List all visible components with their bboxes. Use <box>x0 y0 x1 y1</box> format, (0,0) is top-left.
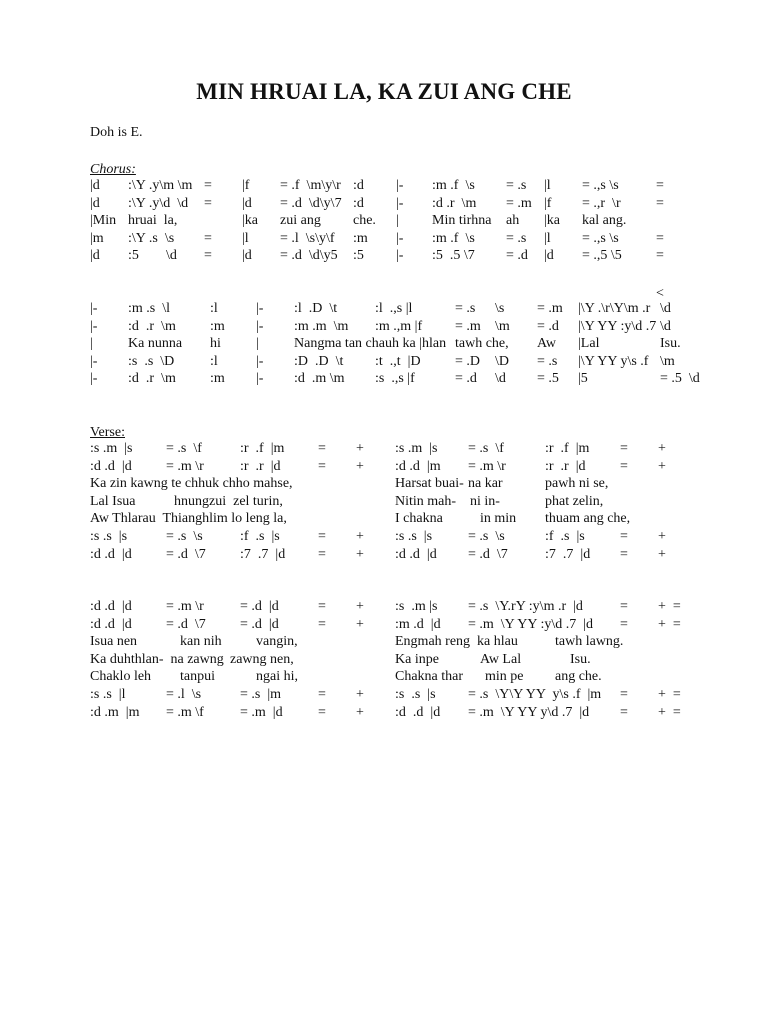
notation-cell: = <box>620 616 628 632</box>
notation-cell: = .,r \r <box>582 195 621 211</box>
song-title: MIN HRUAI LA, KA ZUI ANG CHE <box>196 79 572 104</box>
notation-cell: tawh che, <box>455 336 509 352</box>
notation-cell: |- <box>90 318 98 334</box>
notation-cell: |d <box>90 248 100 264</box>
notation-cell: + = <box>658 616 681 632</box>
notation-row <box>0 247 768 265</box>
notation-cell: = <box>656 248 664 264</box>
notation-cell: = .d \7 <box>468 546 508 562</box>
notation-cell: + <box>658 441 666 456</box>
notation-cell: |- <box>396 195 404 211</box>
notation-cell: |\Y YY y\s .f <box>578 353 649 369</box>
notation-cell: |- <box>256 353 264 369</box>
notation-cell: = .m \r <box>166 599 204 614</box>
notation-cell: :s .s |s <box>395 686 436 702</box>
notation-cell: I chakna <box>395 511 443 527</box>
notation-cell: = .f \m\y\r <box>280 178 341 193</box>
notation-cell: |\Y .\r\Y\m .r <box>578 301 651 316</box>
notation-cell: + <box>658 458 666 474</box>
notation-cell: = .m <box>455 318 481 334</box>
chorus-block-1 <box>0 177 768 265</box>
notation-cell: |- <box>396 178 404 193</box>
notation-cell: :l .D \t <box>294 301 338 316</box>
notation-cell: :7 .7 |d <box>545 546 591 562</box>
notation-cell: tanpui <box>180 669 215 685</box>
notation-cell: |- <box>90 371 98 387</box>
notation-cell: :7 .7 |d <box>240 546 286 562</box>
notation-cell: |- <box>256 318 264 334</box>
notation-cell: che. <box>353 213 376 229</box>
notation-cell: = <box>204 195 212 211</box>
notation-cell: = .d <box>537 318 559 334</box>
notation-cell: = <box>318 458 326 474</box>
notation-cell: |Lal <box>578 336 600 352</box>
notation-cell: Ka nunna <box>128 336 183 352</box>
notation-cell: :d .d |d <box>395 546 437 562</box>
notation-cell: :r .f |m <box>545 441 590 456</box>
notation-row <box>0 458 768 476</box>
marker-symbol: < <box>656 286 664 301</box>
notation-cell: :l .,s |l <box>375 301 413 316</box>
notation-cell: ni in- <box>470 493 500 509</box>
notation-cell: min pe <box>485 669 524 685</box>
notation-cell: Aw Thlarau Thianghlim lo leng la, <box>90 511 287 527</box>
notation-cell: = .m |d <box>240 704 283 720</box>
notation-cell: ang che. <box>555 669 602 685</box>
notation-cell: Harsat buai- <box>395 476 464 492</box>
notation-cell: = <box>204 230 212 246</box>
notation-cell: pawh ni se, <box>545 476 609 492</box>
notation-cell: :5 <box>128 248 139 264</box>
notation-cell: kan nih <box>180 634 222 650</box>
notation-cell: \m <box>495 318 510 334</box>
notation-cell: Chaklo leh <box>90 669 152 685</box>
notation-cell: Isua nen <box>90 634 138 650</box>
notation-cell: + <box>356 458 364 474</box>
notation-cell: |l <box>242 230 249 246</box>
notation-row <box>0 230 768 248</box>
notation-cell: Min tirhna <box>432 213 492 229</box>
notation-cell: :d .r \m <box>432 195 477 211</box>
notation-cell: Chakna thar <box>395 669 464 685</box>
notation-cell: = <box>620 704 628 720</box>
notation-cell: = .5 <box>537 371 559 387</box>
notation-cell: :s .s |s <box>395 528 433 544</box>
notation-cell: \d <box>495 371 506 387</box>
notation-cell: zawng nen, <box>230 651 294 667</box>
verse-block-1 <box>0 440 768 563</box>
notation-row <box>0 300 768 318</box>
notation-cell: phat zelin, <box>545 493 604 509</box>
notation-cell: :D .D \t <box>294 353 344 369</box>
notation-cell: + <box>658 528 666 544</box>
notation-cell: :\Y .y\m \m <box>128 178 193 193</box>
notation-cell: |- <box>256 371 264 387</box>
notation-row <box>0 546 768 564</box>
notation-cell: = <box>620 546 628 562</box>
notation-cell: |- <box>396 230 404 246</box>
notation-cell: |f <box>242 178 250 193</box>
notation-cell: = .m \r <box>468 458 506 474</box>
notation-cell: |f <box>544 195 552 211</box>
notation-row <box>0 528 768 546</box>
notation-cell: \m <box>660 353 675 369</box>
notation-cell: :l <box>210 353 218 369</box>
notation-cell: |d <box>544 248 554 264</box>
notation-cell: hruai la, <box>128 213 178 229</box>
notation-cell: Ka inpe <box>395 651 439 667</box>
notation-cell: = .d |d <box>240 616 279 632</box>
notation-cell: = <box>656 230 664 246</box>
notation-cell: = .m <box>537 301 563 316</box>
notation-cell: :t .,t |D <box>375 353 421 369</box>
notation-row <box>0 335 768 353</box>
notation-cell: | <box>256 336 259 352</box>
notation-cell: = .m <box>506 195 532 211</box>
notation-cell: \D <box>495 353 509 369</box>
notation-cell: |d <box>90 178 100 193</box>
notation-cell: = .m \Y YY y\d .7 |d <box>468 704 590 720</box>
notation-cell: = .,s \s <box>582 230 619 246</box>
notation-cell: = <box>318 546 326 562</box>
notation-cell: + <box>356 686 364 702</box>
notation-cell: = <box>620 528 628 544</box>
notation-cell: |d <box>242 195 252 211</box>
notation-cell: = .d \7 <box>166 546 206 562</box>
notation-cell: :m .m \m <box>294 318 349 334</box>
notation-cell: vangin, <box>256 634 298 650</box>
notation-cell: :f .s |s <box>545 528 585 544</box>
notation-cell: Isu. <box>660 336 681 352</box>
notation-cell: |d <box>90 195 100 211</box>
notation-cell: = .s <box>506 178 527 193</box>
notation-cell: = <box>620 441 628 456</box>
notation-row <box>0 353 768 371</box>
notation-row <box>0 651 768 669</box>
notation-cell: Isu. <box>570 651 591 667</box>
notation-cell: :m .,m |f <box>375 318 423 334</box>
notation-cell: :d .d |m <box>395 458 441 474</box>
notation-cell: = <box>204 178 212 193</box>
notation-cell: :r .r |d <box>545 458 586 474</box>
notation-row <box>0 318 768 336</box>
notation-row <box>0 633 768 651</box>
notation-cell: |l <box>544 178 551 193</box>
notation-cell: Engmah reng ka hlau <box>395 634 518 650</box>
notation-cell: |- <box>256 301 264 316</box>
notation-row <box>0 686 768 704</box>
notation-cell: = .m \Y YY :y\d .7 |d <box>468 616 594 632</box>
notation-row <box>0 704 768 722</box>
verse-label: Verse: <box>90 425 125 440</box>
notation-cell: |m <box>90 230 104 246</box>
notation-cell: |- <box>90 301 98 316</box>
notation-cell: :m <box>210 318 225 334</box>
notation-cell: | <box>90 336 93 352</box>
notation-cell: = <box>318 441 326 456</box>
notation-cell: :d .d |d <box>90 599 132 614</box>
notation-cell: :d .m \m <box>294 371 345 387</box>
notation-cell: = .d \7 <box>166 616 206 632</box>
notation-cell: :s .s |s <box>90 528 128 544</box>
notation-row <box>0 370 768 388</box>
notation-cell: = .d \d\y\7 <box>280 195 342 211</box>
notation-cell: in min <box>480 511 517 527</box>
notation-cell: ngai hi, <box>256 669 298 685</box>
notation-cell: + = <box>658 686 681 702</box>
notation-cell: :s .,s |f <box>375 371 415 387</box>
notation-row <box>0 598 768 616</box>
notation-cell: :m <box>210 371 225 387</box>
chorus-label: Chorus: <box>90 162 136 177</box>
notation-cell: :s .m |s <box>395 599 438 614</box>
notation-cell: :l <box>210 301 218 316</box>
notation-cell: na kar <box>468 476 503 492</box>
notation-cell: thuam ang che, <box>545 511 631 527</box>
notation-cell: + = <box>658 704 681 720</box>
notation-cell: = .l \s <box>166 686 202 702</box>
chorus-block-2 <box>0 300 768 388</box>
notation-cell: :s .m |s <box>90 441 133 456</box>
verse-block-2 <box>0 598 768 721</box>
notation-cell: + <box>658 546 666 562</box>
notation-cell: \d <box>660 318 671 334</box>
notation-cell: = .s <box>455 301 476 316</box>
notation-cell: ah <box>506 213 520 229</box>
notation-cell: :d .m |m <box>90 704 140 720</box>
notation-cell: :m .s \l <box>128 301 171 316</box>
notation-cell: = .d \d\y5 <box>280 248 338 264</box>
notation-cell: |Min <box>90 213 117 229</box>
notation-cell: = .s <box>537 353 558 369</box>
notation-cell: = .s <box>506 230 527 246</box>
notation-cell: Aw <box>537 336 556 352</box>
notation-cell: = .s \s <box>166 528 203 544</box>
notation-cell: :d .d |d <box>90 616 132 632</box>
notation-cell: hnungzui zel turin, <box>174 493 283 509</box>
notation-cell: :\Y .y\d \d <box>128 195 189 211</box>
notation-cell: :m <box>353 230 368 246</box>
notation-cell: |ka <box>242 213 259 229</box>
notation-cell: tawh lawng. <box>555 634 624 650</box>
notation-cell: Lal Isua <box>90 493 136 509</box>
notation-cell: |\Y YY :y\d .7 <box>578 318 657 334</box>
notation-cell: = <box>656 178 664 193</box>
notation-cell: :s .s \D <box>128 353 175 369</box>
notation-cell: :5 .5 \7 <box>432 248 475 264</box>
notation-cell: :m .f \s <box>432 230 475 246</box>
notation-cell: Nangma tan chauh ka |hlan <box>294 336 447 352</box>
notation-cell: \s <box>495 301 505 316</box>
notation-cell: :5 <box>353 248 364 264</box>
notation-row <box>0 668 768 686</box>
notation-cell: \d <box>166 248 177 264</box>
notation-cell: :\Y .s \s <box>128 230 175 246</box>
notation-cell: | <box>396 213 399 229</box>
notation-cell: Ka zin kawng te chhuk chho mahse, <box>90 476 293 492</box>
notation-row <box>0 493 768 511</box>
notation-row <box>0 616 768 634</box>
notation-cell: = <box>318 686 326 702</box>
notation-cell: hi <box>210 336 221 352</box>
notation-cell: |- <box>90 353 98 369</box>
notation-cell: :d .r \m <box>128 371 176 387</box>
notation-cell: + <box>356 546 364 562</box>
notation-cell: |l <box>544 230 551 246</box>
notation-cell: = <box>620 686 628 702</box>
notation-row <box>0 440 768 458</box>
notation-cell: = .s \Y\Y YY y\s .f |m <box>468 686 602 702</box>
notation-row <box>0 510 768 528</box>
notation-cell: \d <box>660 301 671 316</box>
notation-cell: = .,5 \5 <box>582 248 622 264</box>
notation-cell: = <box>620 599 628 614</box>
key-signature: Doh is E. <box>90 125 143 140</box>
notation-cell: = .l \s\y\f <box>280 230 335 246</box>
notation-cell: :d .d |d <box>395 704 441 720</box>
notation-cell: = .m \f <box>166 704 204 720</box>
notation-cell: :d .d |d <box>90 546 132 562</box>
notation-cell: + <box>356 441 364 456</box>
notation-cell: :d .r \m <box>128 318 176 334</box>
notation-cell: kal ang. <box>582 213 627 229</box>
notation-cell: :d <box>353 178 364 193</box>
notation-cell: = .D <box>455 353 481 369</box>
notation-cell: |ka <box>544 213 561 229</box>
notation-cell: = .m \r <box>166 458 204 474</box>
notation-cell: + <box>356 599 364 614</box>
notation-cell: + <box>356 528 364 544</box>
notation-cell: zui ang <box>280 213 321 229</box>
notation-cell: = <box>656 195 664 211</box>
notation-cell: :f .s |s <box>240 528 280 544</box>
notation-cell: = .5 \d <box>660 371 700 387</box>
notation-cell: = .s \f <box>166 441 202 456</box>
notation-cell: = <box>620 458 628 474</box>
notation-cell: :r .r |d <box>240 458 281 474</box>
notation-cell: = .s |m <box>240 686 282 702</box>
notation-cell: = .d <box>455 371 477 387</box>
notation-cell: = .s \Y.rY :y\m .r |d <box>468 599 583 614</box>
notation-cell: = <box>318 704 326 720</box>
notation-cell: Aw Lal <box>480 651 522 667</box>
notation-cell: = .d |d <box>240 599 279 614</box>
notation-cell: = .,s \s <box>582 178 619 193</box>
notation-cell: = .s \f <box>468 441 504 456</box>
notation-cell: = .d <box>506 248 528 264</box>
notation-cell: :m .d |d <box>395 616 441 632</box>
notation-cell: Nitin mah- <box>395 493 457 509</box>
notation-cell: + = <box>658 599 681 614</box>
notation-cell: :d <box>353 195 364 211</box>
notation-row <box>0 475 768 493</box>
notation-row <box>0 212 768 230</box>
notation-cell: |d <box>242 248 252 264</box>
notation-cell: = <box>318 528 326 544</box>
notation-row <box>0 177 768 195</box>
notation-cell: Ka duhthlan- na zawng <box>90 651 224 667</box>
notation-cell: :r .f |m <box>240 441 285 456</box>
notation-cell: + <box>356 704 364 720</box>
notation-cell: :d .d |d <box>90 458 132 474</box>
notation-cell: |- <box>396 248 404 264</box>
notation-cell: + <box>356 616 364 632</box>
notation-cell: |5 <box>578 371 588 387</box>
notation-cell: :s .s |l <box>90 686 126 702</box>
notation-cell: = <box>204 248 212 264</box>
notation-cell: :m .f \s <box>432 178 475 193</box>
notation-row <box>0 195 768 213</box>
notation-cell: = .s \s <box>468 528 505 544</box>
notation-cell: = <box>318 599 326 614</box>
notation-cell: = <box>318 616 326 632</box>
notation-cell: :s .m |s <box>395 441 438 456</box>
